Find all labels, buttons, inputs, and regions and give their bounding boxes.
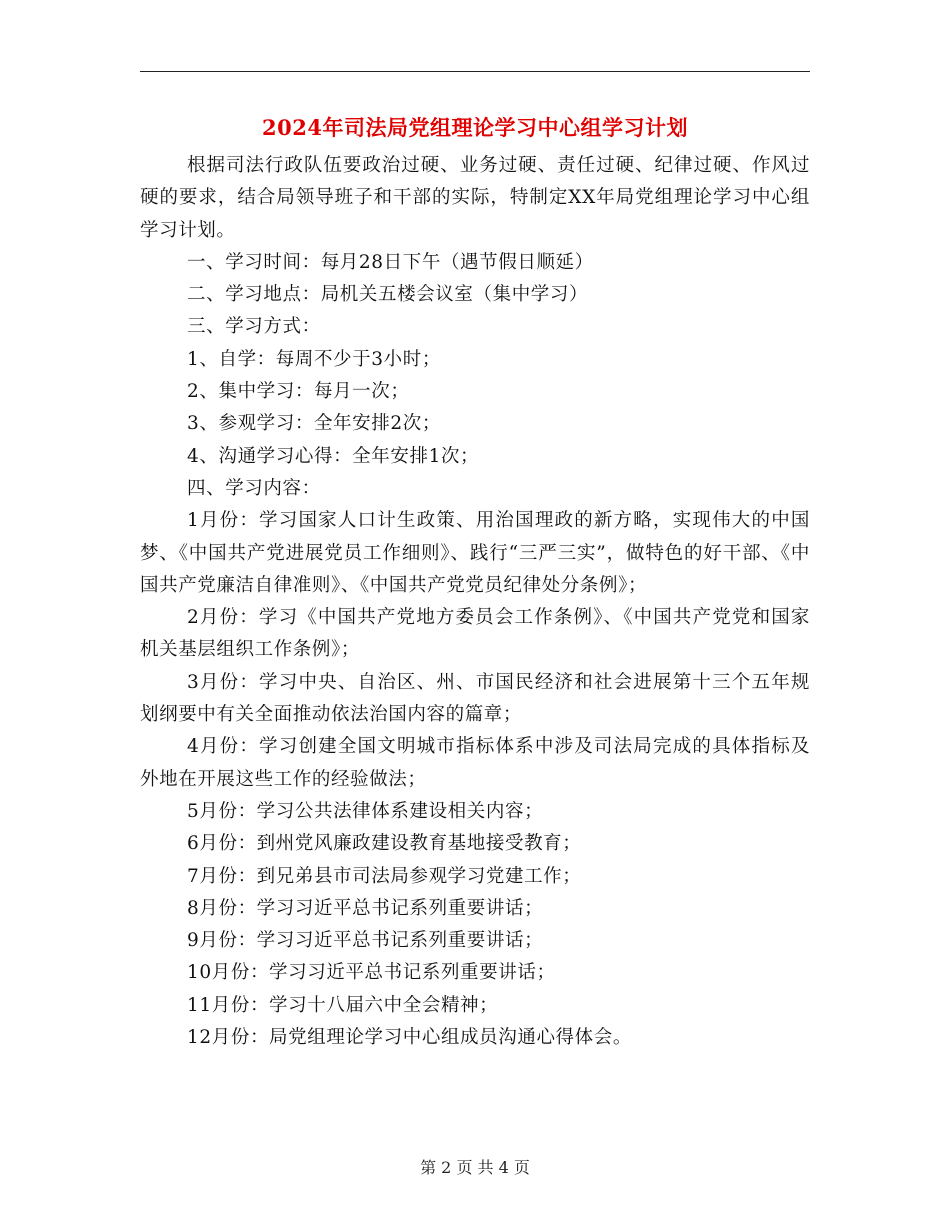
paragraph: 9月份：学习习近平总书记系列重要讲话； [187, 930, 544, 952]
paragraph: 3月份：学习中央、自治区、州、市国民经济和社会进展第十三个五年规划纲要中有关全面推动依法治国内容的篇章； [140, 671, 810, 726]
paragraph: 一、学习时间：每月28日下午（遇节假日顺延） [187, 251, 594, 273]
header-rule [140, 71, 810, 72]
paragraph: 11月份：学习十八届六中全会精神； [187, 994, 499, 1016]
page-footer: 第 2 页 共 4 页 [420, 1158, 530, 1177]
paragraph: 5月份：学习公共法律体系建设相关内容； [187, 800, 544, 822]
document-body [140, 150, 810, 1054]
paragraph: 3、参观学习：全年安排2次； [187, 413, 441, 435]
paragraph: 10月份：学习习近平总书记系列重要讲话； [187, 962, 556, 984]
paragraph: 6月份：到州党风廉政建设教育基地接受教育； [187, 833, 582, 855]
paragraph: 4、沟通学习心得：全年安排1次； [187, 445, 480, 467]
paragraph: 4月份：学习创建全国文明城市指标体系中涉及司法局完成的具体指标及外地在开展这些工作的经验做法； [140, 736, 810, 790]
paragraph: 2、集中学习：每月一次； [187, 381, 410, 403]
document-title: 2024年司法局党组理论学习中心组学习计划 [262, 115, 688, 140]
paragraph: 1月份：学习国家人口计生政策、用治国理政的新方略，实现伟大的中国梦、《中国共产党进展党员工作细则》、践行“三严三实”，做特色的好干部、《中国共产党廉洁自律准则》、《中国共产党党员纪律处分条例》； [140, 510, 810, 596]
paragraph: 1、自学：每周不少于3小时； [187, 348, 441, 370]
paragraph: 四、学习内容： [187, 477, 321, 499]
paragraph: 8月份：学习习近平总书记系列重要讲话； [187, 897, 544, 919]
paragraph: 三、学习方式： [187, 316, 321, 338]
paragraph: 12月份：局党组理论学习中心组成员沟通心得体会。 [187, 1027, 632, 1049]
paragraph: 二、学习地点：局机关五楼会议室（集中学习） [187, 284, 589, 306]
paragraph: 2月份：学习《中国共产党地方委员会工作条例》、《中国共产党党和国家机关基层组织工作条例》； [140, 607, 810, 661]
paragraph: 7月份：到兄弟县市司法局参观学习党建工作； [187, 865, 582, 887]
paragraph: 根据司法行政队伍要政治过硬、业务过硬、责任过硬、纪律过硬、作风过硬的要求，结合局领导班子和干部的实际，特制定XX年局党组理论学习中心组学习计划。 [140, 155, 810, 241]
